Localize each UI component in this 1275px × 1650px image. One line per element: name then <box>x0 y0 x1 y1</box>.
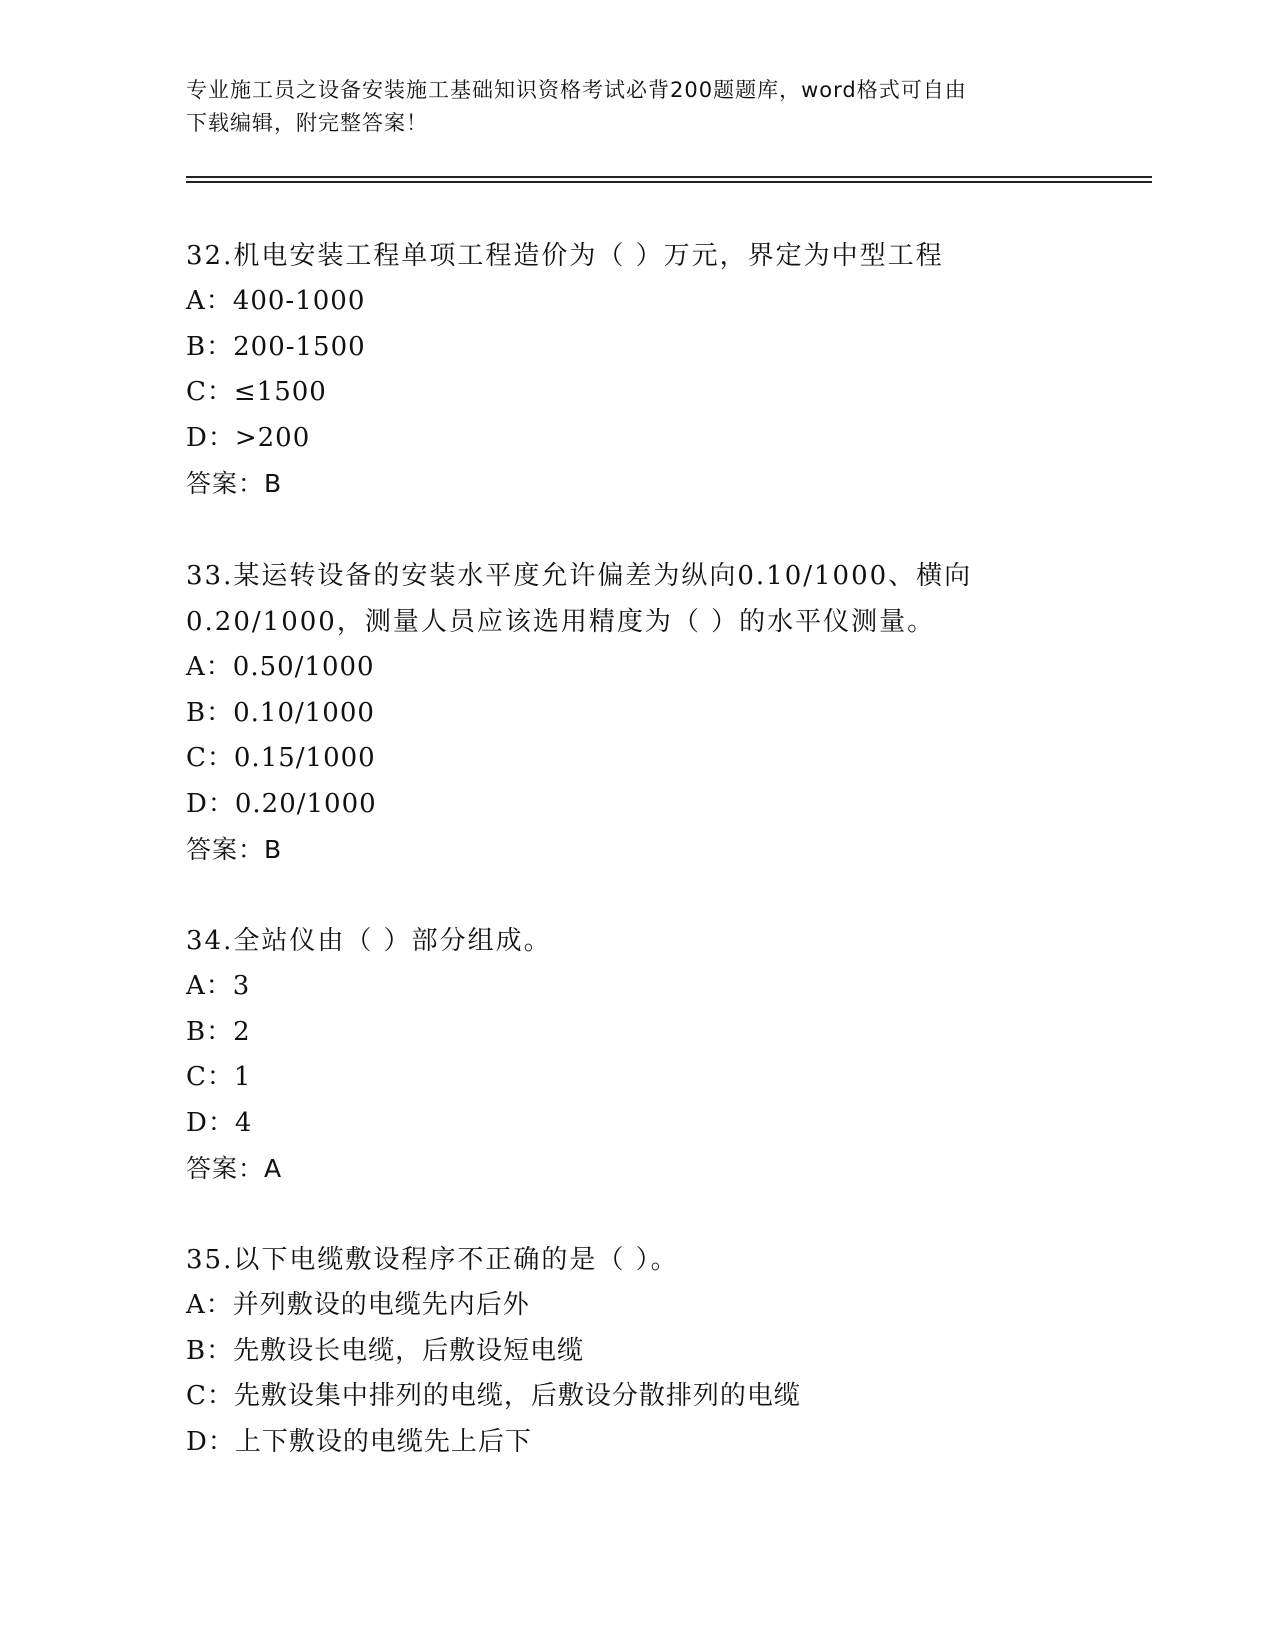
header-divider-bottom <box>186 181 1152 183</box>
option-c: C：1 <box>186 1062 252 1092</box>
question-35 <box>186 1237 1086 1465</box>
option-d: D：上下敷设的电缆先上后下 <box>186 1426 532 1457</box>
question-text-continued: 0.20/1000，测量人员应该选用精度为（ ）的水平仪测量。 <box>186 607 936 637</box>
option-d: D：0.20/1000 <box>186 788 377 819</box>
option-a: A：3 <box>186 971 251 1001</box>
option-c: C：≤1500 <box>186 377 327 407</box>
option-d: D：>200 <box>186 422 311 453</box>
option-a: A：并列敷设的电缆先内后外 <box>186 1290 530 1320</box>
header-line-2: 下载编辑，附完整答案！ <box>186 111 428 135</box>
question-text: 35.以下电缆敷设程序不正确的是（ ）。 <box>186 1245 679 1275</box>
option-b: B：2 <box>186 1016 251 1047</box>
option-a: A：0.50/1000 <box>186 652 375 682</box>
option-a: A：400-1000 <box>186 286 366 316</box>
option-c: C：先敷设集中排列的电缆，后敷设分散排列的电缆 <box>186 1381 801 1411</box>
question-33 <box>186 553 1086 873</box>
answer: 答案：B <box>186 835 283 864</box>
header-line-1: 专业施工员之设备安装施工基础知识资格考试必背200题题库，word格式可自由 <box>186 78 967 102</box>
answer: 答案：A <box>186 1154 283 1183</box>
document-header <box>186 74 1086 140</box>
option-b: B：200-1500 <box>186 331 366 362</box>
question-text: 34.全站仪由（ ）部分组成。 <box>186 926 552 956</box>
answer: 答案：B <box>186 469 283 498</box>
header-divider-top <box>186 176 1152 178</box>
option-c: C：0.15/1000 <box>186 743 376 773</box>
question-text: 33.某运转设备的安装水平度允许偏差为纵向0.10/1000、横向 <box>186 561 973 591</box>
option-b: B：先敷设长电缆，后敷设短电缆 <box>186 1335 585 1366</box>
option-b: B：0.10/1000 <box>186 697 375 728</box>
question-32 <box>186 233 1086 507</box>
option-d: D：4 <box>186 1107 253 1138</box>
question-34 <box>186 918 1086 1192</box>
question-text: 32.机电安装工程单项工程造价为（ ）万元，界定为中型工程 <box>186 241 944 271</box>
